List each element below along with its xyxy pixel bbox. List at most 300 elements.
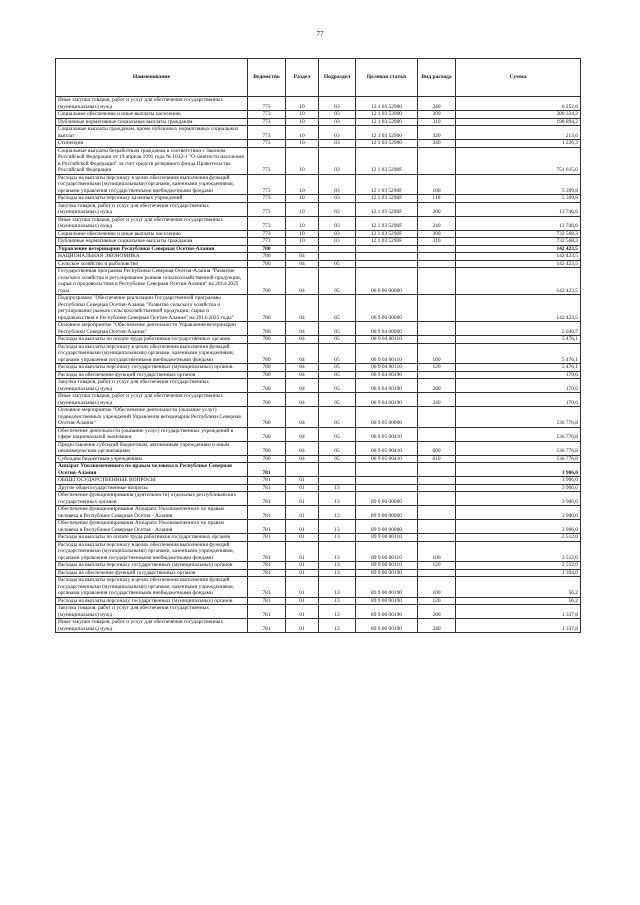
cell-name: Расходы на выплаты персоналу государственных (муниципальных) органов — [56, 364, 248, 372]
cell-ved: 781 — [248, 619, 286, 633]
cell-podrazd: 05 — [319, 322, 356, 336]
cell-vr — [418, 463, 456, 477]
table-row — [56, 111, 581, 119]
table-header-row — [56, 59, 581, 97]
cell-ved: 773 — [248, 238, 286, 246]
cell-vr: 340 — [418, 140, 456, 148]
table-row — [56, 371, 581, 379]
cell-sum: 142 423,5 — [456, 295, 581, 322]
cell-vr: 100 — [418, 174, 456, 195]
cell-name: Аппарат Уполномоченного по правам человека в Республике Северная Осетия-Алания — [56, 463, 248, 477]
cell-ved: 780 — [248, 343, 286, 364]
cell-vr — [418, 492, 456, 506]
cell-razd: 04 — [286, 253, 319, 261]
cell-razd: 04 — [286, 260, 319, 268]
cell-cs — [356, 477, 418, 485]
cell-podrazd: 03 — [319, 238, 356, 246]
cell-vr — [418, 569, 456, 577]
cell-ved: 781 — [248, 541, 286, 562]
cell-razd: 10 — [286, 230, 319, 238]
cell-podrazd: 13 — [319, 534, 356, 542]
cell-razd: 10 — [286, 238, 319, 246]
cell-podrazd: 13 — [319, 541, 356, 562]
cell-razd: 04 — [286, 268, 319, 295]
table-row — [56, 336, 581, 344]
cell-sum: 136 776,8 — [456, 427, 581, 441]
cell-podrazd: 13 — [319, 492, 356, 506]
cell-name: Обеспечение функционирования Аппарата Уполномоченного по правам человека в Республике Северная Осетия - Алания — [56, 506, 248, 520]
cell-sum: 200 334,2 — [456, 111, 581, 119]
cell-razd: 10 — [286, 126, 319, 140]
cell-podrazd: 03 — [319, 126, 356, 140]
cell-vr: 120 — [418, 364, 456, 372]
cell-ved: 781 — [248, 477, 286, 485]
cell-sum: 142 423,5 — [456, 245, 581, 253]
cell-name: Публичные нормативные социальные выплаты гражданам — [56, 238, 248, 246]
cell-ved: 773 — [248, 147, 286, 174]
cell-cs: 06 9 04 00110 — [356, 336, 418, 344]
cell-cs — [356, 245, 418, 253]
table-row — [56, 253, 581, 261]
header-razd: Раздел — [286, 59, 319, 97]
cell-razd: 04 — [286, 441, 319, 455]
cell-podrazd: 13 — [319, 577, 356, 598]
cell-vr: 240 — [418, 393, 456, 407]
cell-podrazd: 13 — [319, 605, 356, 619]
cell-podrazd: 03 — [319, 111, 356, 119]
cell-name: Социальное обеспечение и иные выплаты населению — [56, 111, 248, 119]
cell-podrazd: 13 — [319, 597, 356, 605]
cell-podrazd — [319, 463, 356, 477]
cell-cs: 12 1 03 5290F — [356, 147, 418, 174]
cell-ved: 780 — [248, 455, 286, 463]
cell-podrazd: 05 — [319, 379, 356, 393]
cell-name: Обеспечение деятельности (оказание услуг) государственных учреждений в сфере национальной экономики — [56, 427, 248, 441]
cell-ved: 773 — [248, 111, 286, 119]
cell-cs: 06 9 04 00190 — [356, 379, 418, 393]
cell-razd: 04 — [286, 371, 319, 379]
cell-name: Социальные выплаты гражданам, кроме публичных нормативных социальных выплат — [56, 126, 248, 140]
cell-vr: 240 — [418, 216, 456, 230]
cell-sum: 5 476,1 — [456, 343, 581, 364]
cell-razd: 10 — [286, 174, 319, 195]
table-row — [56, 506, 581, 520]
cell-podrazd: 13 — [319, 569, 356, 577]
cell-name: Государственная программа Республики Северная Осетия-Алания "Развитие сельского хозяйства и регулирование рынков сельскохозяйственной продукции, сырья и продовольствия в Республике Северная Осетия-Алания" на 2014-2025 годы — [56, 268, 248, 295]
cell-vr: 110 — [418, 195, 456, 203]
cell-razd: 04 — [286, 407, 319, 428]
cell-sum: 170,6 — [456, 371, 581, 379]
cell-vr: 120 — [418, 597, 456, 605]
table-row — [56, 147, 581, 174]
cell-vr: 200 — [418, 605, 456, 619]
budget-table — [55, 58, 581, 633]
table-row — [56, 484, 581, 492]
cell-cs: 89 9 00 00190 — [356, 577, 418, 598]
cell-ved: 781 — [248, 520, 286, 534]
cell-name: ОБЩЕГОСУДАРСТВЕННЫЕ ВОПРОСЫ — [56, 477, 248, 485]
cell-ved: 781 — [248, 492, 286, 506]
cell-ved: 781 — [248, 577, 286, 598]
cell-sum: 5 476,1 — [456, 336, 581, 344]
table-row — [56, 534, 581, 542]
cell-cs: 06 0 00 00000 — [356, 268, 418, 295]
cell-cs — [356, 484, 418, 492]
cell-vr: 240 — [418, 97, 456, 111]
cell-sum: 5 476,1 — [456, 364, 581, 372]
cell-sum: 732 568,3 — [456, 230, 581, 238]
cell-name: Публичные нормативные социальные выплаты гражданам — [56, 118, 248, 126]
cell-podrazd: 03 — [319, 147, 356, 174]
cell-razd: 01 — [286, 484, 319, 492]
page-number: 77 — [316, 30, 324, 38]
table-row — [56, 477, 581, 485]
cell-cs: 89 9 00 00110 — [356, 541, 418, 562]
cell-razd: 04 — [286, 455, 319, 463]
cell-podrazd — [319, 253, 356, 261]
cell-name: Иные закупки товаров, работ и услуг для обеспечения государственных (муниципальных) нужд — [56, 619, 248, 633]
cell-name: Расходы на выплаты персоналу в целях обеспечения выполнения функций государственными (муниципальными) органами, казенными учреждениями, органами управления государственными внебюджетными фондами — [56, 577, 248, 598]
cell-name: Закупка товаров, работ и услуг для обеспечения государственных (муниципальных) нужд — [56, 379, 248, 393]
table-row — [56, 126, 581, 140]
cell-podrazd: 13 — [319, 484, 356, 492]
table-row — [56, 245, 581, 253]
cell-name: Другие общегосударственные вопросы — [56, 484, 248, 492]
cell-sum: 142 423,5 — [456, 268, 581, 295]
cell-ved: 773 — [248, 195, 286, 203]
cell-sum: 2 512,0 — [456, 541, 581, 562]
cell-cs: 06 9 05 00410 — [356, 427, 418, 441]
cell-name: Управление ветеринарии Республики Северная Осетия-Алания — [56, 245, 248, 253]
cell-cs: 12 1 03 52900 — [356, 111, 418, 119]
cell-vr — [418, 484, 456, 492]
cell-podrazd: 13 — [319, 506, 356, 520]
cell-cs: 12 1 03 5290F — [356, 202, 418, 216]
cell-vr — [418, 147, 456, 174]
cell-name: Основное мероприятие "Обеспечение деятельности (оказание услуг) подведомственных учреждений Управления ветеринарии Республики Северная Осетия-Алания" — [56, 407, 248, 428]
cell-razd: 04 — [286, 322, 319, 336]
cell-vr: 200 — [418, 202, 456, 216]
cell-ved: 773 — [248, 97, 286, 111]
header-vr: Вид расхода — [418, 59, 456, 97]
cell-ved: 780 — [248, 295, 286, 322]
cell-name: Расходы на выплаты персоналу в целях обеспечения выполнения функций государственными (муниципальными) органами, казенными учреждениями, органами управления государственными внебюджетными фондами — [56, 541, 248, 562]
cell-vr — [418, 534, 456, 542]
cell-vr — [418, 260, 456, 268]
table-row — [56, 463, 581, 477]
cell-razd: 01 — [286, 534, 319, 542]
table-row — [56, 455, 581, 463]
cell-name: Иные закупки товаров, работ и услуг для обеспечения государственных (муниципальных) нужд — [56, 393, 248, 407]
cell-razd: 10 — [286, 97, 319, 111]
cell-razd: 04 — [286, 364, 319, 372]
cell-vr — [418, 520, 456, 534]
cell-cs: 89 9 00 00110 — [356, 534, 418, 542]
cell-podrazd: 13 — [319, 562, 356, 570]
table-row — [56, 364, 581, 372]
cell-podrazd: 03 — [319, 118, 356, 126]
cell-name: Обеспечение функционирования Аппарата Уполномоченного по правам человека в Республике Северная Осетия - Алания — [56, 520, 248, 534]
cell-ved: 773 — [248, 140, 286, 148]
cell-cs: 12 1 03 5290F — [356, 216, 418, 230]
cell-podrazd: 03 — [319, 140, 356, 148]
table-row — [56, 268, 581, 295]
table-row — [56, 427, 581, 441]
table-row — [56, 322, 581, 336]
cell-razd: 01 — [286, 520, 319, 534]
cell-vr — [418, 477, 456, 485]
cell-vr: 320 — [418, 126, 456, 140]
cell-cs: 89 9 00 00190 — [356, 619, 418, 633]
cell-sum: 2 512,0 — [456, 562, 581, 570]
header-name: Наименование — [56, 59, 248, 97]
header-podrazd: Подраздел — [319, 59, 356, 97]
cell-ved: 781 — [248, 484, 286, 492]
cell-name: Закупка товаров, работ и услуг для обеспечения государственных (муниципальных) нужд — [56, 202, 248, 216]
cell-sum: 1 394,0 — [456, 569, 581, 577]
table-row — [56, 569, 581, 577]
table-row — [56, 441, 581, 455]
cell-sum: 170,6 — [456, 393, 581, 407]
cell-cs: 89 9 00 00000 — [356, 520, 418, 534]
cell-sum: 2 512,0 — [456, 534, 581, 542]
cell-ved: 780 — [248, 322, 286, 336]
cell-name: Расходы на выплаты по оплате труда работников государственных органов — [56, 534, 248, 542]
cell-podrazd: 05 — [319, 295, 356, 322]
cell-cs — [356, 260, 418, 268]
cell-name: Социальное обеспечение и иные выплаты населению — [56, 230, 248, 238]
cell-podrazd: 05 — [319, 455, 356, 463]
cell-razd: 04 — [286, 393, 319, 407]
cell-name: Расходы на выплаты по оплате труда работников государственных органов — [56, 336, 248, 344]
cell-podrazd: 05 — [319, 371, 356, 379]
cell-sum: 3 906,0 — [456, 520, 581, 534]
cell-ved: 781 — [248, 569, 286, 577]
cell-sum: 3 906,0 — [456, 484, 581, 492]
cell-ved: 773 — [248, 126, 286, 140]
cell-vr: 240 — [418, 619, 456, 633]
table-row — [56, 562, 581, 570]
cell-cs: 06 9 00 00000 — [356, 295, 418, 322]
cell-name: Стипендии — [56, 140, 248, 148]
cell-ved: 781 — [248, 463, 286, 477]
cell-razd: 04 — [286, 295, 319, 322]
cell-sum: 136 776,8 — [456, 455, 581, 463]
cell-ved: 780 — [248, 441, 286, 455]
cell-ved: 781 — [248, 562, 286, 570]
table-row — [56, 541, 581, 562]
cell-cs — [356, 463, 418, 477]
cell-razd: 01 — [286, 477, 319, 485]
cell-name: Иные закупки товаров, работ и услуг для обеспечения государственных (муниципальных) нужд — [56, 97, 248, 111]
cell-ved: 781 — [248, 605, 286, 619]
cell-razd: 01 — [286, 577, 319, 598]
cell-vr — [418, 322, 456, 336]
cell-vr: 600 — [418, 441, 456, 455]
cell-razd: 01 — [286, 569, 319, 577]
cell-vr — [418, 407, 456, 428]
cell-sum: 136 776,8 — [456, 407, 581, 428]
cell-cs: 06 9 05 00410 — [356, 455, 418, 463]
cell-sum: 6 252,6 — [456, 97, 581, 111]
cell-podrazd: 03 — [319, 195, 356, 203]
table-row — [56, 492, 581, 506]
cell-vr — [418, 245, 456, 253]
cell-cs: 06 9 04 00110 — [356, 364, 418, 372]
cell-cs: 89 0 00 00000 — [356, 492, 418, 506]
table-row — [56, 619, 581, 633]
cell-sum: 56,2 — [456, 597, 581, 605]
cell-sum: 5 646,7 — [456, 322, 581, 336]
cell-vr: 120 — [418, 562, 456, 570]
cell-razd: 01 — [286, 541, 319, 562]
cell-vr — [418, 295, 456, 322]
cell-ved: 780 — [248, 393, 286, 407]
table-body — [56, 97, 581, 633]
table-row — [56, 577, 581, 598]
cell-sum: 3 906,0 — [456, 492, 581, 506]
cell-vr: 310 — [418, 238, 456, 246]
cell-razd: 04 — [286, 336, 319, 344]
cell-razd: 01 — [286, 597, 319, 605]
cell-name: Расходы на обеспечение функций государственных органов — [56, 569, 248, 577]
header-ved: Ведомство — [248, 59, 286, 97]
table-row — [56, 343, 581, 364]
cell-cs: 12 1 03 52900 — [356, 118, 418, 126]
cell-razd: 04 — [286, 427, 319, 441]
cell-ved: 781 — [248, 534, 286, 542]
table-row — [56, 174, 581, 195]
cell-ved: 773 — [248, 174, 286, 195]
cell-podrazd — [319, 477, 356, 485]
table-row — [56, 295, 581, 322]
cell-ved: 780 — [248, 336, 286, 344]
cell-podrazd: 03 — [319, 202, 356, 216]
cell-ved: 780 — [248, 260, 286, 268]
cell-ved: 773 — [248, 230, 286, 238]
cell-name: Субсидии бюджетным учреждениям — [56, 455, 248, 463]
cell-ved: 780 — [248, 245, 286, 253]
cell-sum: 751 615,0 — [456, 147, 581, 174]
table-row — [56, 260, 581, 268]
cell-podrazd: 13 — [319, 520, 356, 534]
cell-cs: 12 1 03 5290F — [356, 238, 418, 246]
cell-sum: 198 894,2 — [456, 118, 581, 126]
cell-razd: 10 — [286, 147, 319, 174]
cell-vr — [418, 268, 456, 295]
cell-ved: 773 — [248, 202, 286, 216]
cell-sum: 213,6 — [456, 126, 581, 140]
table-row — [56, 118, 581, 126]
cell-podrazd: 03 — [319, 174, 356, 195]
cell-sum: 3 906,0 — [456, 463, 581, 477]
cell-name: Подпрограмма "Обеспечение реализации Государственной программы Республики Северная Осетия-Алания "Развитие сельского хозяйства и регулирование рынков сельскохозяйственной продукции, сырья и продовольствия в Республике Северная Осетия-Алания" на 2014-2025 годы" — [56, 295, 248, 322]
cell-cs: 12 1 03 52900 — [356, 140, 418, 148]
cell-name: НАЦИОНАЛЬНАЯ ЭКОНОМИКА — [56, 253, 248, 261]
cell-ved: 780 — [248, 379, 286, 393]
cell-vr: 100 — [418, 577, 456, 598]
table-row — [56, 238, 581, 246]
cell-name: Социальные выплаты безработным гражданам в соответствии с Законом Российской Федерации от 19 апреля 1991 года № 1032-1 "О занятости населения в Российской Федерации" за счет средств резервного фонда Правительства Российской Федерации — [56, 147, 248, 174]
cell-cs: 06 9 04 00190 — [356, 371, 418, 379]
cell-sum: 142 423,5 — [456, 260, 581, 268]
cell-sum: 3 906,0 — [456, 477, 581, 485]
cell-vr: 100 — [418, 541, 456, 562]
table-row — [56, 195, 581, 203]
cell-cs: 89 9 00 00000 — [356, 506, 418, 520]
cell-name: Расходы на обеспечение функций государственных органов — [56, 371, 248, 379]
cell-sum: 3 906,0 — [456, 506, 581, 520]
cell-vr — [418, 253, 456, 261]
cell-vr: 610 — [418, 455, 456, 463]
cell-razd: 10 — [286, 140, 319, 148]
cell-razd: 04 — [286, 379, 319, 393]
cell-razd: 01 — [286, 619, 319, 633]
cell-cs: 06 9 05 00000 — [356, 407, 418, 428]
cell-podrazd: 03 — [319, 216, 356, 230]
cell-podrazd: 05 — [319, 260, 356, 268]
cell-vr: 300 — [418, 111, 456, 119]
cell-podrazd: 05 — [319, 393, 356, 407]
cell-ved: 780 — [248, 407, 286, 428]
cell-podrazd: 03 — [319, 97, 356, 111]
cell-sum: 1 337,8 — [456, 605, 581, 619]
cell-cs: 89 9 00 00190 — [356, 605, 418, 619]
table-row — [56, 520, 581, 534]
cell-ved: 780 — [248, 364, 286, 372]
cell-razd: 10 — [286, 202, 319, 216]
cell-sum: 142 423,5 — [456, 253, 581, 261]
cell-razd: 10 — [286, 216, 319, 230]
cell-razd: 01 — [286, 605, 319, 619]
cell-cs: 12 1 03 5290F — [356, 230, 418, 238]
cell-razd: 01 — [286, 562, 319, 570]
cell-podrazd: 03 — [319, 230, 356, 238]
cell-name: Расходы на выплаты персоналу государственных (муниципальных) органов — [56, 597, 248, 605]
cell-cs: 12 1 03 52900 — [356, 126, 418, 140]
header-sum: Сумма — [456, 59, 581, 97]
cell-sum: 13 746,6 — [456, 202, 581, 216]
cell-ved: 781 — [248, 506, 286, 520]
cell-sum: 1 337,8 — [456, 619, 581, 633]
cell-podrazd — [319, 245, 356, 253]
cell-cs: 89 9 00 00190 — [356, 569, 418, 577]
cell-sum: 136 776,8 — [456, 441, 581, 455]
cell-ved: 780 — [248, 268, 286, 295]
cell-sum: 13 746,6 — [456, 216, 581, 230]
cell-cs: 89 9 00 00190 — [356, 597, 418, 605]
cell-podrazd: 05 — [319, 441, 356, 455]
cell-podrazd: 13 — [319, 619, 356, 633]
table-row — [56, 140, 581, 148]
cell-cs: 12 1 03 52900 — [356, 97, 418, 111]
cell-razd: 10 — [286, 118, 319, 126]
cell-razd: 10 — [286, 111, 319, 119]
cell-sum: 5 309,8 — [456, 195, 581, 203]
cell-name: Расходы на выплаты персоналу в целях обеспечения выполнения функций государственными (муниципальными) органами, казенными учреждениями, органами управления государственными внебюджетными фондами — [56, 343, 248, 364]
cell-vr: 200 — [418, 379, 456, 393]
table-row — [56, 216, 581, 230]
cell-vr — [418, 506, 456, 520]
cell-name: Иные закупки товаров, работ и услуг для обеспечения государственных (муниципальных) нужд — [56, 216, 248, 230]
cell-name: Закупка товаров, работ и услуг для обеспечения государственных (муниципальных) нужд — [56, 605, 248, 619]
cell-name: Сельское хозяйство и рыболовство — [56, 260, 248, 268]
cell-ved: 780 — [248, 427, 286, 441]
table-row — [56, 393, 581, 407]
cell-podrazd: 05 — [319, 343, 356, 364]
cell-ved: 773 — [248, 118, 286, 126]
cell-razd — [286, 245, 319, 253]
